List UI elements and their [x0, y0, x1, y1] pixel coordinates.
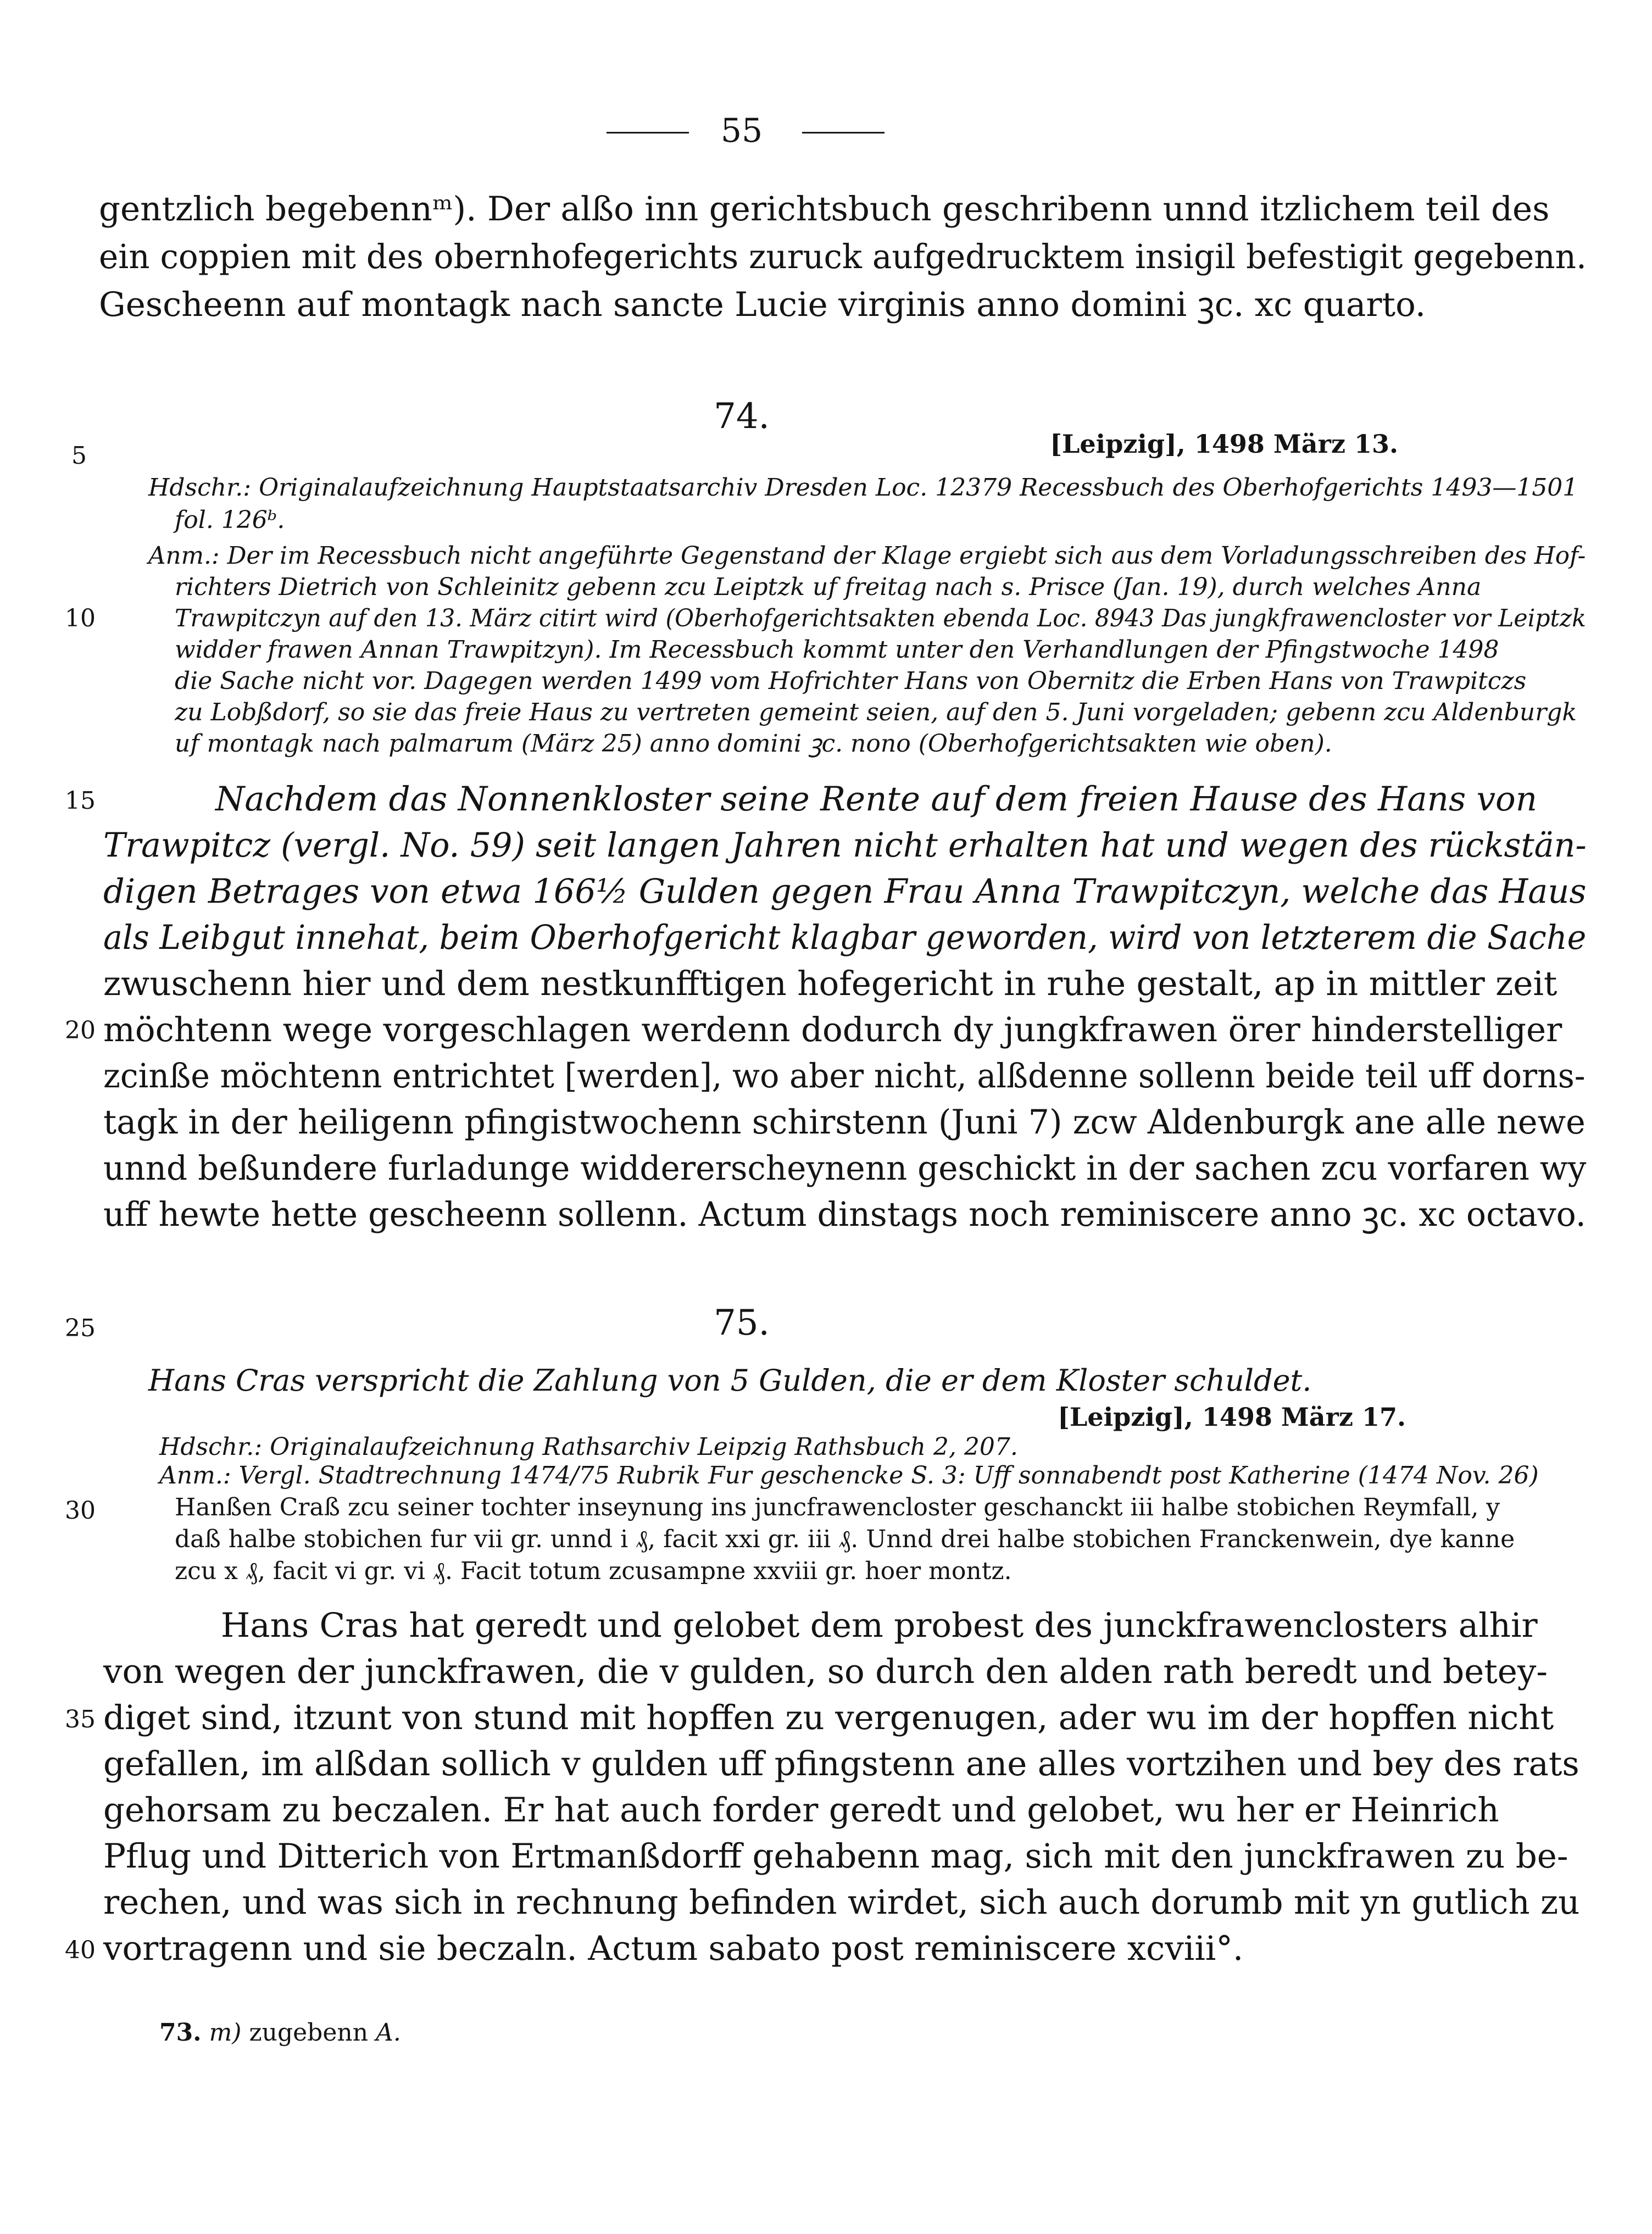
text-line: gefallen, im alßdan sollich v gulden uff pfingstenn ane alles vortzihen und bey des rats [103, 1744, 1579, 1783]
header-rule-left [607, 132, 689, 134]
document-date-75: [Leipzig], 1498 März 17. [1058, 1402, 1406, 1432]
line-number: 10 [65, 604, 96, 632]
hdschr-line: Hdschr.: Originalaufzeichnung Rathsarchiv Leipzig Rathsbuch 2, 207. [159, 1433, 1018, 1461]
line-number: 5 [71, 442, 87, 470]
line-number: 25 [65, 1314, 96, 1342]
anm-line: widder frawen Annan Trawpitzyn). Im Recessbuch kommt unter den Verhandlungen der Pfingstwoche 1498 [175, 636, 1499, 664]
intro-line: gentzlich begebennᵐ). Der alßo inn gerichtsbuch geschribenn unnd itzlichem teil des [99, 190, 1550, 229]
text-line: zcinße möchtenn entrichtet [werden], wo aber nicht, alßdenne sollenn beide teil uff dorns- [103, 1057, 1586, 1096]
line-number: 15 [65, 787, 96, 815]
anm-line: zcu x ₰, facit vi gr. vi ₰. Facit totum zcusampne xxviii gr. hoer montz. [175, 1557, 1012, 1585]
document-number-75: 75. [714, 1303, 770, 1343]
footnote-mark: m) [209, 2019, 242, 2047]
document-summary-75: Hans Cras verspricht die Zahlung von 5 Gulden, die er dem Kloster schuldet. [148, 1363, 1312, 1398]
anm-line: uf montagk nach palmarum (März 25) anno domini ꝫc. nono (Oberhofgerichtsakten wie oben). [175, 730, 1332, 758]
hdschr-line: Hdschr.: Originalaufzeichnung Hauptstaatsarchiv Dresden Loc. 12379 Recessbuch des Oberhofgerichts 1493—1501 [148, 474, 1578, 502]
text-line: zwuschenn hier und dem nestkunfftigen hofegericht in ruhe gestalt, ap in mittler zeit [103, 964, 1558, 1003]
line-number: 40 [65, 1936, 96, 1964]
anm-line: zu Lobßdorf, so sie das freie Haus zu vertreten gemeint seien, auf den 5. Juni vorgeladen; gebenn zcu Aldenburgk [175, 698, 1577, 726]
anm-line: richters Dietrich von Schleinitz gebenn zcu Leiptzk uf freitag nach s. Prisce (Jan. 19), durch welches Anna [175, 573, 1482, 601]
text-line: von wegen der junckfrawen, die v gulden, so durch den alden rath beredt und betey- [103, 1652, 1548, 1691]
document-number-74: 74. [714, 396, 770, 437]
footnote [159, 2021, 401, 2045]
hdschr-line: fol. 126ᵇ. [175, 506, 285, 534]
footnote-siglum: A. [376, 2019, 401, 2047]
anm-line: daß halbe stobichen fur vii gr. unnd i ₰, facit xxi gr. iii ₰. Unnd drei halbe stobichen Franckenwein, dye kanne [175, 1525, 1515, 1553]
anm-line: Anm.: Der im Recessbuch nicht angeführte Gegenstand der Klage ergiebt sich aus dem Vorladungsschreiben des Hof- [148, 542, 1586, 570]
text-line: möchtenn wege vorgeschlagen werdenn dodurch dy jungkfrawen örer hinderstelliger [103, 1010, 1562, 1049]
anm-line: Hanßen Craß zcu seiner tochter inseynung ins juncfrawencloster geschanckt iii halbe stobichen Reymfall, y [175, 1493, 1500, 1521]
document-date-74: [Leipzig], 1498 März 13. [1050, 429, 1398, 459]
anm-line: Trawpitczyn auf den 13. März citirt wird (Oberhofgerichtsakten ebenda Loc. 8943 Das jungkfrawencloster vor Leiptzk [175, 604, 1586, 632]
anm-line: die Sache nicht vor. Dagegen werden 1499 vom Hofrichter Hans von Obernitz die Erben Hans von Trawpitczs [175, 667, 1527, 695]
text-line: uff hewte hette gescheenn sollenn. Actum dinstags noch reminiscere anno ꝫc. xc octavo. [103, 1195, 1586, 1234]
footnote-text: zugebenn [249, 2019, 369, 2047]
summary-line: digen Betrages von etwa 166½ Gulden gegen Frau Anna Trawpitczyn, welche das Haus [103, 872, 1587, 911]
text-line: tagk in der heiligenn pfingistwochenn schirstenn (Juni 7) zcw Aldenburgk ane alle newe [103, 1103, 1586, 1142]
text-line: Hans Cras hat geredt und gelobet dem probest des junckfrawenclosters alhir [221, 1606, 1538, 1645]
header-rule-right [802, 132, 885, 134]
line-number: 30 [65, 1497, 96, 1525]
text-line: gehorsam zu beczalen. Er hat auch forder geredt und gelobet, wu her er Heinrich [103, 1791, 1499, 1830]
text-line: rechen, und was sich in rechnung befinden wirdet, sich auch dorumb mit yn gutlich zu [103, 1883, 1580, 1922]
summary-line: Trawpitcz (vergl. No. 59) seit langen Jahren nicht erhalten hat und wegen des rückstän- [103, 826, 1587, 865]
summary-line: als Leibgut innehat, beim Oberhofgericht klagbar geworden, wird von letzterem die Sache [103, 918, 1587, 957]
intro-line: ein coppien mit des obernhofegerichts zuruck aufgedrucktem insigil befestigit gegebenn. [99, 237, 1587, 276]
text-line: diget sind, itzunt von stund mit hopffen zu vergenugen, ader wu im der hopffen nicht [103, 1698, 1554, 1737]
text-line: vortragenn und sie beczaln. Actum sabato post reminiscere xcviii°. [103, 1929, 1244, 1968]
line-number: 35 [65, 1705, 96, 1733]
line-number: 20 [65, 1016, 96, 1044]
footnote-ref: 73. [159, 2019, 202, 2047]
intro-line: Gescheenn auf montagk nach sancte Lucie virginis anno domini ꝫc. xc quarto. [99, 285, 1426, 324]
text-line: unnd beßundere furladunge widdererscheynenn geschickt in der sachen zcu vorfaren wy [103, 1149, 1587, 1188]
page-number: 55 [720, 112, 763, 150]
summary-line: Nachdem das Nonnenkloster seine Rente auf dem freien Hause des Hans von [215, 780, 1538, 819]
text-line: Pflug und Ditterich von Ertmanßdorff gehabenn mag, sich mit den junckfrawen zu be- [103, 1837, 1568, 1876]
anm-line: Anm.: Vergl. Stadtrechnung 1474/75 Rubrik Fur geschencke S. 3: Uff sonnabendt post Katherine (1474 Nov. 26) [159, 1461, 1539, 1490]
